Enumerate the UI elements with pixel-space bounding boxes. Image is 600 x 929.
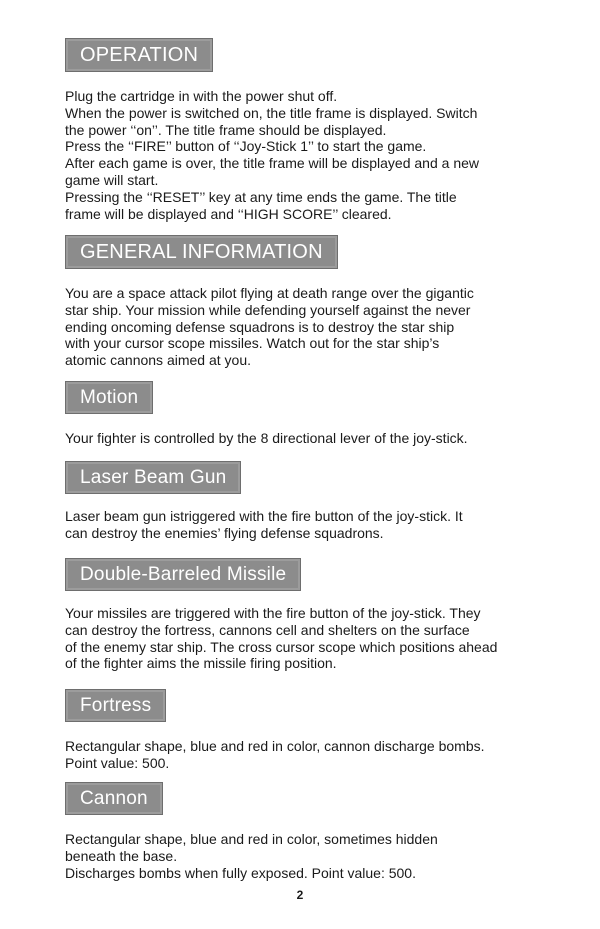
section-motion bbox=[65, 381, 535, 447]
text-line: ending oncoming defense squadrons is to destroy the star ship bbox=[65, 318, 455, 335]
text-line: You are a space attack pilot flying at death range over the gigantic bbox=[65, 285, 474, 301]
section-double-barreled-missile bbox=[65, 558, 535, 672]
text-line: the power ‘‘on’’. The title frame should be displayed. bbox=[65, 121, 387, 138]
section-heading: OPERATION bbox=[65, 38, 213, 72]
section-body bbox=[65, 738, 535, 772]
text-line: Your fighter is controlled by the 8 directional lever of the joy-stick. bbox=[65, 430, 468, 446]
section-cannon bbox=[65, 782, 535, 881]
section-heading: GENERAL INFORMATION bbox=[65, 235, 338, 269]
text-line: star ship. Your mission while defending yourself against the never bbox=[65, 301, 471, 318]
text-line: of the enemy star ship. The cross cursor scope which positions ahead bbox=[65, 638, 498, 655]
text-line: can destroy the fortress, cannons cell and shelters on the surface bbox=[65, 621, 470, 638]
text-line: Pressing the ‘‘RESET’’ key at any time ends the game. The title bbox=[65, 188, 457, 205]
text-line: When the power is switched on, the title frame is displayed. Switch bbox=[65, 104, 478, 121]
section-body bbox=[65, 430, 535, 447]
section-operation bbox=[65, 38, 535, 222]
text-line: Rectangular shape, blue and red in color, sometimes hidden bbox=[65, 831, 438, 847]
section-fortress bbox=[65, 689, 535, 772]
text-line: After each game is over, the title frame will be displayed and a new bbox=[65, 155, 479, 172]
section-body bbox=[65, 605, 535, 672]
section-general-information bbox=[65, 235, 535, 369]
text-line: of the fighter aims the missile firing position. bbox=[65, 655, 337, 672]
page-number: 2 bbox=[296, 888, 304, 902]
text-line: Point value: 500. bbox=[65, 754, 170, 771]
section-heading: Cannon bbox=[65, 782, 163, 815]
text-line: Plug the cartridge in with the power shut off. bbox=[65, 88, 338, 104]
text-line: with your cursor scope missiles. Watch out for the star ship’s bbox=[65, 335, 440, 352]
text-line: can destroy the enemies’ flying defense squadrons. bbox=[65, 524, 384, 541]
section-body bbox=[65, 831, 535, 881]
section-body bbox=[65, 88, 535, 222]
section-heading: Fortress bbox=[65, 689, 166, 722]
text-line: frame will be displayed and ‘‘HIGH SCORE’’ cleared. bbox=[65, 205, 392, 222]
text-line: Laser beam gun istriggered with the fire button of the joy-stick. It bbox=[65, 508, 463, 524]
text-line: Rectangular shape, blue and red in color, cannon discharge bombs. bbox=[65, 738, 485, 754]
section-heading: Laser Beam Gun bbox=[65, 461, 241, 494]
section-heading: Motion bbox=[65, 381, 153, 414]
section-heading: Double-Barreled Missile bbox=[65, 558, 301, 591]
section-laser-beam-gun bbox=[65, 461, 535, 542]
text-line: Your missiles are triggered with the fire button of the joy-stick. They bbox=[65, 605, 481, 621]
text-line: Discharges bombs when fully exposed. Point value: 500. bbox=[65, 864, 416, 881]
text-line: atomic cannons aimed at you. bbox=[65, 352, 251, 369]
section-body bbox=[65, 508, 535, 542]
section-body bbox=[65, 285, 535, 369]
text-line: beneath the base. bbox=[65, 847, 178, 864]
text-line: game will start. bbox=[65, 171, 159, 188]
text-line: Press the ‘‘FIRE’’ button of ‘‘Joy-Stick 1’’ to start the game. bbox=[65, 138, 427, 155]
